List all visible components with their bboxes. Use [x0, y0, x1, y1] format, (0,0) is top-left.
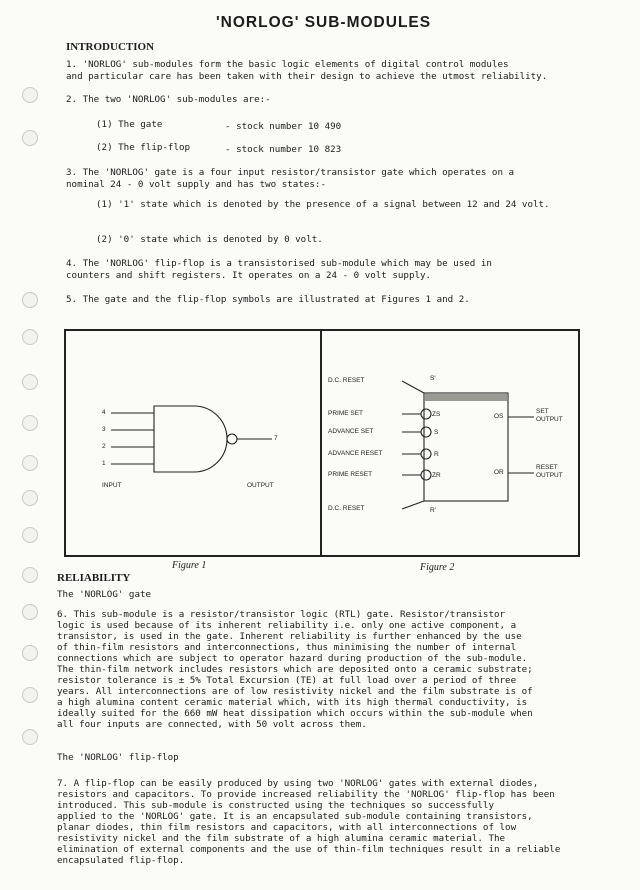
item-flipflop-stock: - stock number 10 823 [225, 144, 342, 155]
flipflop-shaded-band [425, 394, 507, 401]
figure-2-caption: Figure 2 [420, 562, 455, 573]
nand-gate-body [154, 406, 227, 472]
binder-hole [22, 374, 38, 390]
page-title: 'NORLOG' SUB-MODULES [216, 14, 432, 31]
pin-zr: ZR [432, 472, 441, 479]
paragraph-7-line-2: resistors and capacitors. To provide increased reliability the 'NORLOG' flip-flop has been [57, 789, 555, 800]
input-num-1: 1 [102, 460, 106, 467]
binder-hole [22, 292, 38, 308]
paragraph-7-line-1: 7. A flip-flop can be easily produced by using two 'NORLOG' gates with external diodes, [57, 778, 539, 789]
set-output-label-1: SET [536, 408, 549, 415]
label-dc-reset-bottom: D.C. RESET [328, 505, 365, 512]
binder-hole [22, 87, 38, 103]
item-gate: (1) The gate [96, 119, 163, 130]
pin-s: S [434, 429, 439, 436]
output-num: 7 [274, 435, 278, 442]
advance-reset-bubble [421, 449, 431, 459]
figures-panel [64, 329, 580, 557]
binder-hole [22, 527, 38, 543]
reset-output-label-2: OUTPUT [536, 472, 563, 479]
item-flipflop: (2) The flip-flop [96, 142, 191, 153]
paragraph-7-line-8: encapsulated flip-flop. [57, 855, 185, 866]
paragraph-6-line-4: of thin-film resistors and interconnections, thus minimising the number of internal [57, 642, 517, 653]
binder-hole [22, 729, 38, 745]
label-prime-reset: PRIME RESET [328, 471, 373, 478]
reset-output-label-1: RESET [536, 464, 558, 471]
paragraph-1-line-1: 1. 'NORLOG' sub-modules form the basic logic elements of digital control modules [66, 59, 509, 70]
item-gate-stock: - stock number 10 490 [225, 121, 342, 132]
paragraph-4-line-2: counters and shift registers. It operates on a 24 - 0 volt supply. [66, 270, 432, 281]
label-prime-set: PRIME SET [328, 410, 364, 417]
binder-hole [22, 329, 38, 345]
nand-inversion-bubble [227, 434, 237, 444]
paragraph-3-line-1: 3. The 'NORLOG' gate is a four input resistor/transistor gate which operates on a [66, 167, 515, 178]
advance-set-bubble [421, 427, 431, 437]
paragraph-7-line-7: elimination of external components and the use of thin-film techniques result in a reliable [57, 844, 561, 855]
figure-1-caption: Figure 1 [172, 560, 207, 571]
paragraph-6-line-9: a high alumina content ceramic material which, with its high thermal conductivity, is [57, 697, 528, 708]
input-num-2: 2 [102, 443, 106, 450]
paragraph-6-line-3: transistor, is used in the gate. Inherent reliability is further enhanced by the use [57, 631, 522, 642]
flipflop-body [424, 393, 508, 501]
paragraph-3-line-2: nominal 24 - 0 volt supply and has two states:- [66, 179, 326, 190]
dc-reset-top-line [402, 381, 424, 393]
binder-hole [22, 567, 38, 583]
flipflop-diagram [322, 331, 576, 555]
binder-hole [22, 645, 38, 661]
binder-hole [22, 687, 38, 703]
introduction-heading: INTRODUCTION [66, 41, 155, 53]
binder-hole [22, 415, 38, 431]
pin-os: OS [494, 413, 504, 420]
paragraph-7-line-4: applied to the 'NORLOG' gate. It is an encapsulated sub-module containing transistors, [57, 811, 533, 822]
paragraph-6-line-2: logic is used because of its inherent reliability i.e. only one active component, a [57, 620, 517, 631]
state-1: (1) '1' state which is denoted by the presence of a signal between 12 and 24 volt. [96, 199, 550, 210]
paragraph-6-line-6: The thin-film network includes resistors which are deposited onto a ceramic substrate; [57, 664, 533, 675]
gate-subheading: The 'NORLOG' gate [57, 589, 152, 600]
input-label: INPUT [102, 482, 122, 489]
paragraph-6-line-10: ideally suited for the 660 mW heat dissipation which occurs within the sub-module when [57, 708, 533, 719]
paragraph-4-line-1: 4. The 'NORLOG' flip-flop is a transistorised sub-module which may be used in [66, 258, 492, 269]
pin-or: OR [494, 469, 504, 476]
paragraph-6-line-5: connections which are subject to operator hazard during production of the sub-module. [57, 653, 528, 664]
paragraph-7-line-3: introduced. This sub-module is constructed using the techniques so successfully [57, 800, 494, 811]
output-label: OUTPUT [247, 482, 274, 489]
input-num-4: 4 [102, 409, 106, 416]
binder-hole [22, 604, 38, 620]
paragraph-7-line-5: planar diodes, thin film resistors and capacitors, with all interconnections of low [57, 822, 517, 833]
paragraph-5: 5. The gate and the flip-flop symbols are illustrated at Figures 1 and 2. [66, 294, 470, 305]
label-advance-set: ADVANCE SET [328, 428, 374, 435]
reliability-heading: RELIABILITY [57, 572, 131, 584]
dc-reset-bottom-line [402, 501, 424, 509]
paragraph-7-line-6: resistivity nickel and the film substrate of a high alumina ceramic material. The [57, 833, 506, 844]
prime-set-bubble [421, 409, 431, 419]
pin-s-prime: S' [430, 375, 436, 382]
paragraph-1-line-2: and particular care has been taken with their design to achieve the utmost reliability. [66, 71, 548, 82]
binder-hole [22, 130, 38, 146]
pin-r: R [434, 451, 439, 458]
binder-hole [22, 490, 38, 506]
flipflop-subheading: The 'NORLOG' flip-flop [57, 752, 179, 763]
paragraph-6-line-11: all four inputs are connected, with 50 volt across them. [57, 719, 367, 730]
pin-zs: ZS [432, 411, 441, 418]
pin-r-prime: R' [430, 507, 436, 514]
paragraph-2: 2. The two 'NORLOG' sub-modules are:- [66, 94, 271, 105]
prime-reset-bubble [421, 470, 431, 480]
input-num-3: 3 [102, 426, 106, 433]
state-0: (2) '0' state which is denoted by 0 volt. [96, 234, 323, 245]
label-advance-reset: ADVANCE RESET [328, 450, 383, 457]
binder-hole [22, 455, 38, 471]
set-output-label-2: OUTPUT [536, 416, 563, 423]
paragraph-6-line-8: years. All interconnections are of low resistivity nickel and the film substrate is of [57, 686, 533, 697]
label-dc-reset-top: D.C. RESET [328, 377, 365, 384]
paragraph-6-line-1: 6. This sub-module is a resistor/transistor logic (RTL) gate. Resistor/transistor [57, 609, 506, 620]
paragraph-6-line-7: resistor tolerance is ± 5% Total Excursion (TE) at full load over a period of three [57, 675, 517, 686]
